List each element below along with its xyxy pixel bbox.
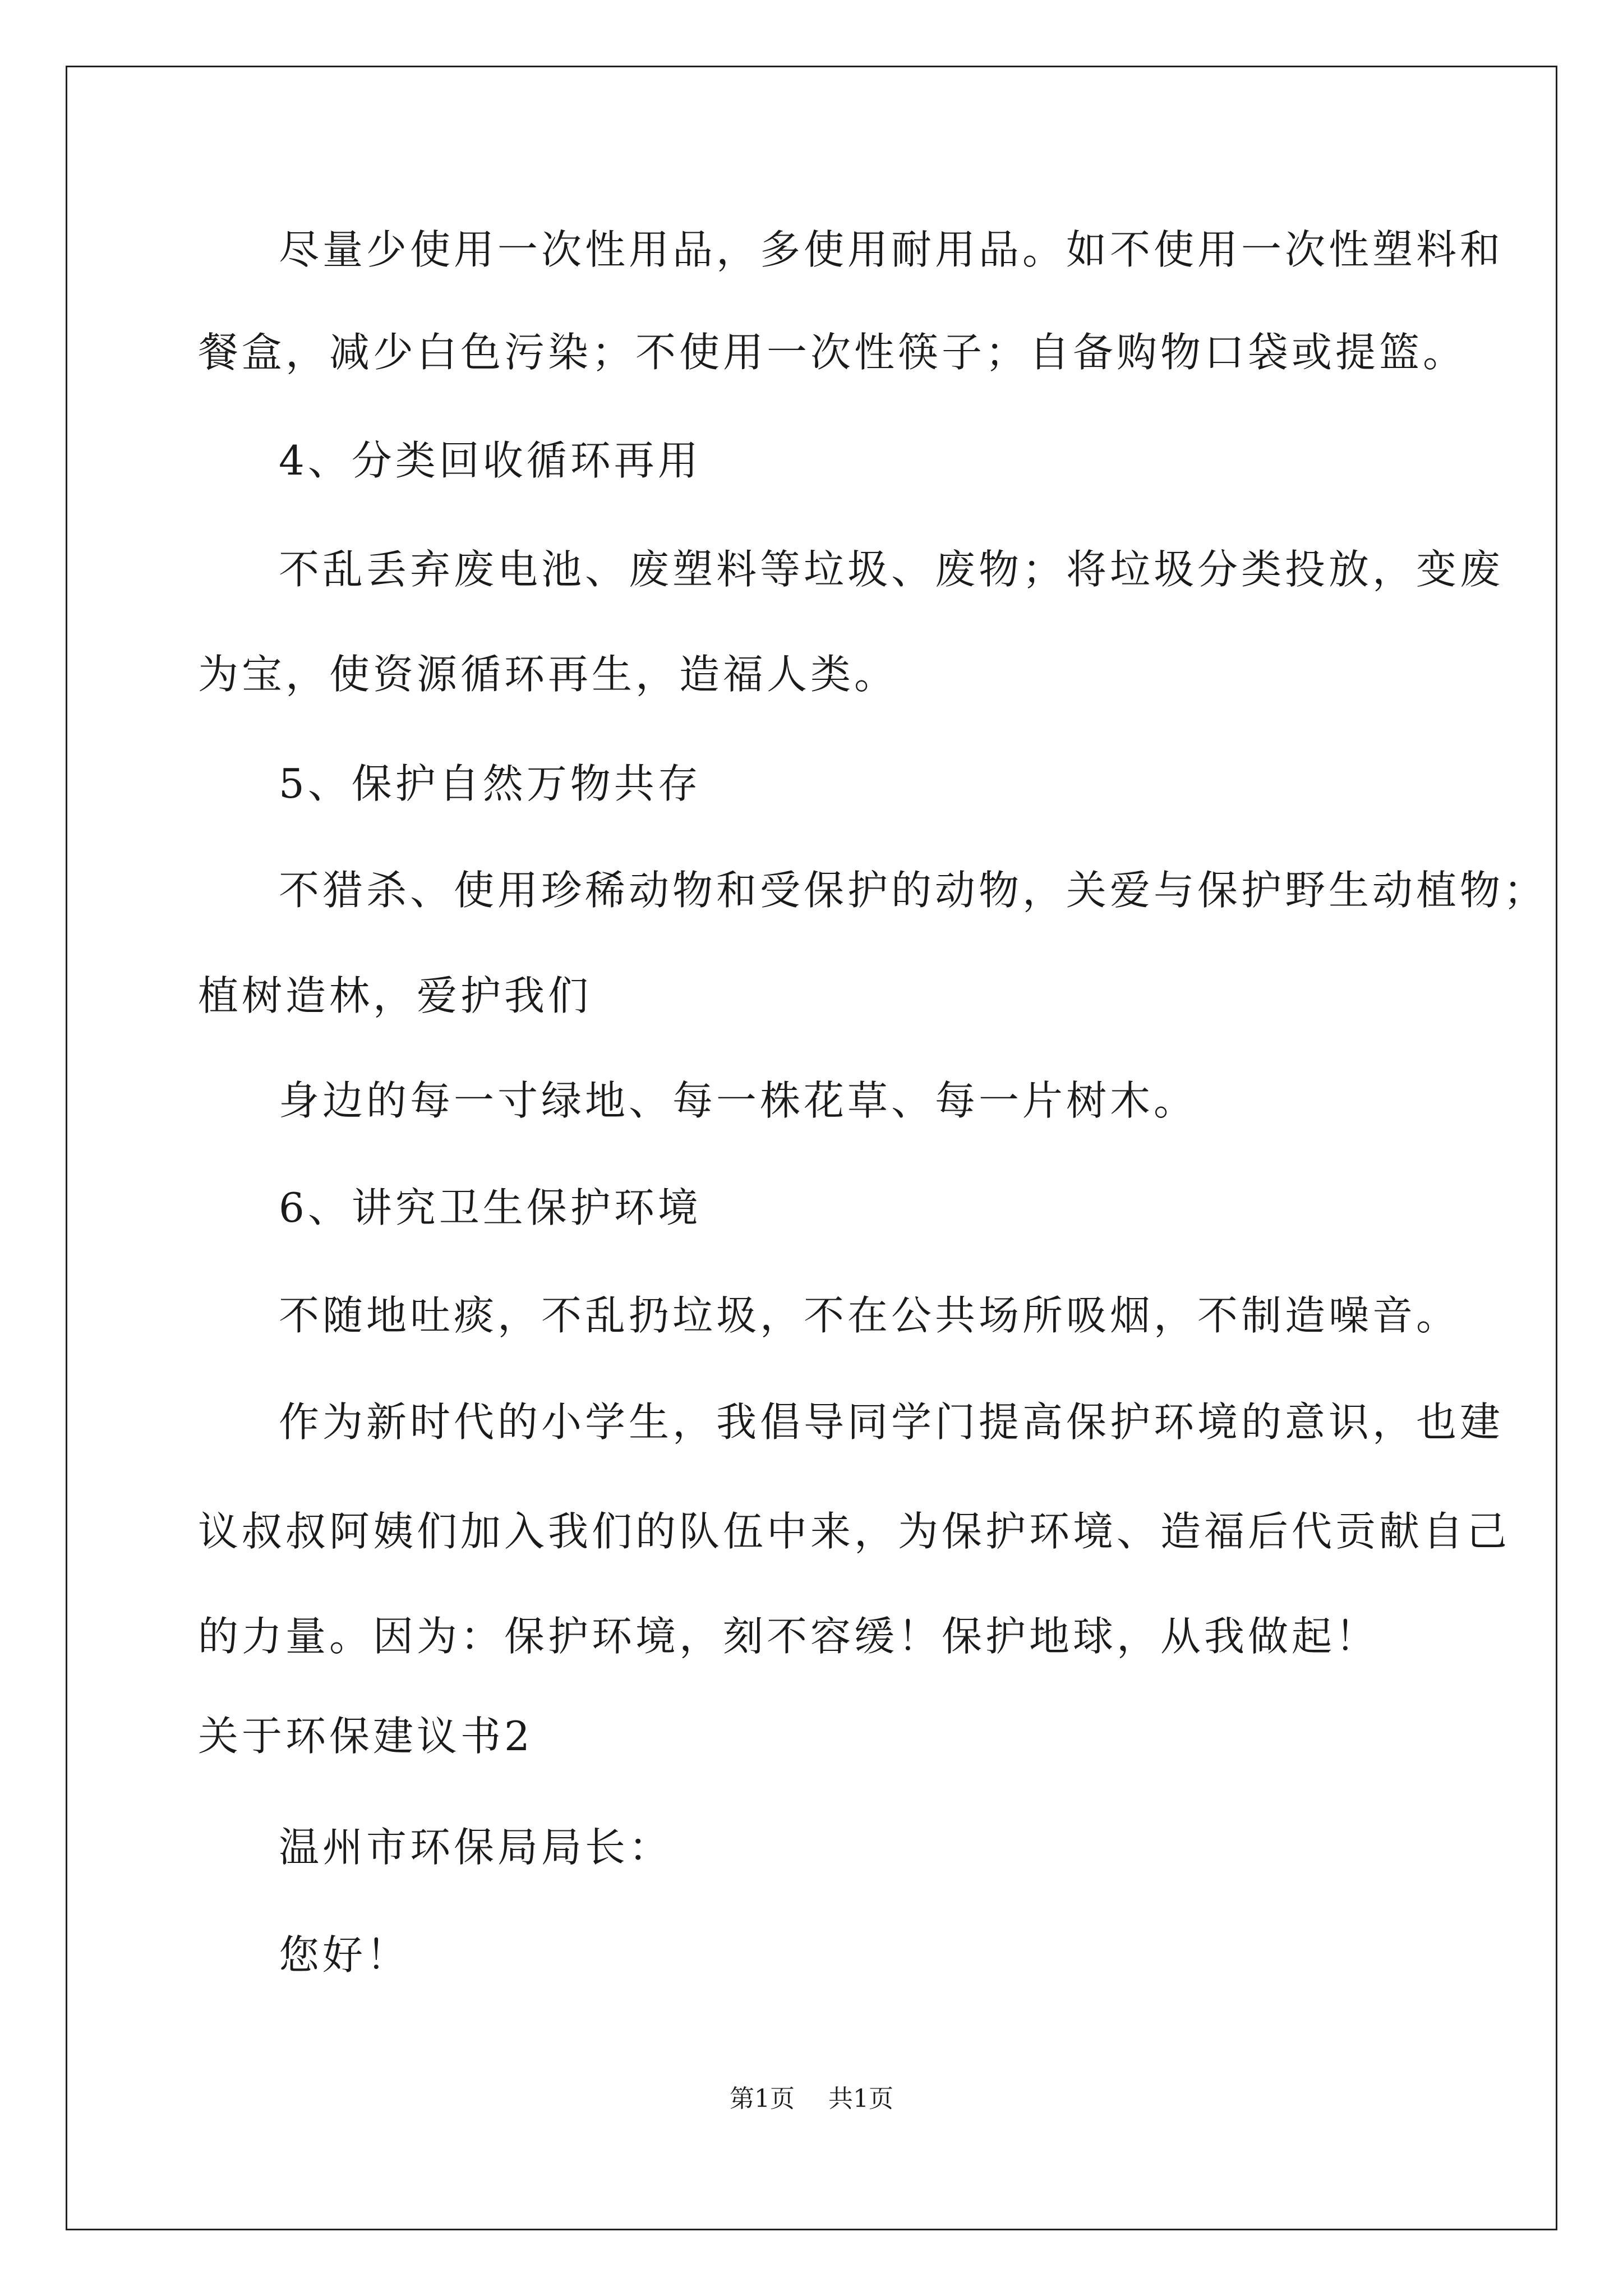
paragraph-line: 为宝，使资源循环再生，造福人类。 — [198, 651, 898, 698]
page-border — [66, 66, 1557, 2230]
greeting: 您好！ — [279, 1931, 411, 1978]
page-total: 共1页 — [828, 2085, 893, 2113]
paragraph-line: 不猎杀、使用珍稀动物和受保护的动物，关爱与保护野生动植物； — [279, 867, 1548, 914]
paragraph-line: 作为新时代的小学生，我倡导同学门提高保护环境的意识，也建 — [279, 1398, 1504, 1446]
paragraph-line: 身边的每一寸绿地、每一株花草、每一片树木。 — [279, 1077, 1198, 1124]
salutation: 温州市环保局局长： — [279, 1824, 673, 1871]
document-title: 关于环保建议书2 — [198, 1713, 533, 1760]
page-number: 第1页 — [730, 2085, 795, 2113]
section-heading: 5、保护自然万物共存 — [279, 760, 702, 807]
paragraph-line: 餐盒，减少白色污染；不使用一次性筷子；自备购物口袋或提篮。 — [198, 329, 1467, 376]
paragraph-line: 不随地吐痰，不乱扔垃圾，不在公共场所吸烟，不制造噪音。 — [279, 1292, 1460, 1339]
paragraph-line: 尽量少使用一次性用品，多使用耐用品。如不使用一次性塑料和 — [279, 226, 1504, 273]
page-footer — [0, 2082, 1623, 2116]
paragraph-line: 不乱丢弃废电池、废塑料等垃圾、废物；将垃圾分类投放，变废 — [279, 546, 1504, 593]
paragraph-line: 植树造林，爱护我们 — [198, 972, 592, 1019]
section-heading: 4、分类回收循环再用 — [279, 437, 702, 484]
paragraph-line: 议叔叔阿姨们加入我们的队伍中来，为保护环境、造福后代贡献自己 — [198, 1508, 1511, 1555]
paragraph-line: 的力量。因为：保护环境，刻不容缓！保护地球，从我做起！ — [198, 1613, 1380, 1660]
section-heading: 6、讲究卫生保护环境 — [279, 1184, 702, 1231]
